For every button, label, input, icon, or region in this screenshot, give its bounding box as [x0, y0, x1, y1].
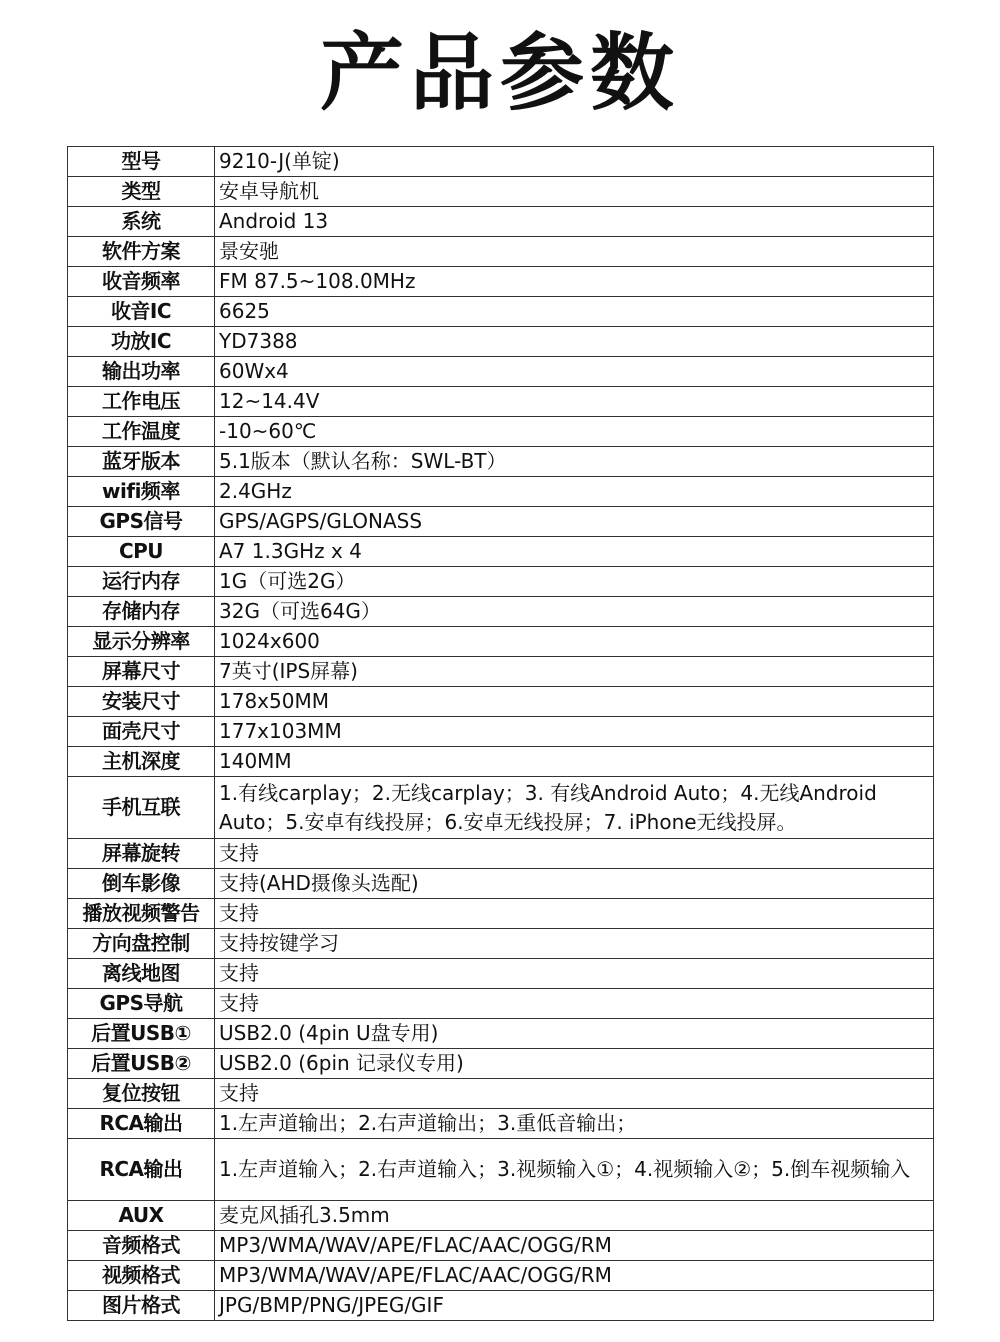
spec-value: 32G（可选64G） [215, 597, 934, 627]
spec-key: AUX [68, 1201, 215, 1231]
spec-key: 软件方案 [68, 237, 215, 267]
spec-key: 音频格式 [68, 1231, 215, 1261]
page-title: 产品参数 [319, 24, 680, 122]
spec-value: 景安驰 [215, 237, 934, 267]
spec-key: 后置USB① [68, 1019, 215, 1049]
spec-value: FM 87.5~108.0MHz [215, 267, 934, 297]
spec-value: 1.左声道输入；2.右声道输入；3.视频输入①；4.视频输入②；5.倒车视频输入 [215, 1139, 934, 1201]
spec-key: 屏幕旋转 [68, 839, 215, 869]
spec-key: 复位按钮 [68, 1079, 215, 1109]
spec-key: 倒车影像 [68, 869, 215, 899]
spec-key: GPS导航 [68, 989, 215, 1019]
spec-key: 工作电压 [68, 387, 215, 417]
table-row [68, 207, 934, 237]
table-row [68, 1019, 934, 1049]
spec-value: 支持 [215, 959, 934, 989]
spec-key: 蓝牙版本 [68, 447, 215, 477]
table-row [68, 177, 934, 207]
spec-key: RCA输出 [68, 1109, 215, 1139]
table-row [68, 717, 934, 747]
table-row [68, 597, 934, 627]
spec-key: 离线地图 [68, 959, 215, 989]
table-row [68, 1139, 934, 1201]
spec-key: 安装尺寸 [68, 687, 215, 717]
spec-key: 屏幕尺寸 [68, 657, 215, 687]
table-row [68, 537, 934, 567]
table-row [68, 1201, 934, 1231]
spec-value: GPS/AGPS/GLONASS [215, 507, 934, 537]
table-row [68, 1109, 934, 1139]
spec-value: 12~14.4V [215, 387, 934, 417]
spec-value: 麦克风插孔3.5mm [215, 1201, 934, 1231]
spec-key: 类型 [68, 177, 215, 207]
spec-key: wifi频率 [68, 477, 215, 507]
spec-value: 1G（可选2G） [215, 567, 934, 597]
spec-value: 6625 [215, 297, 934, 327]
table-row [68, 1049, 934, 1079]
spec-key: 收音IC [68, 297, 215, 327]
table-row [68, 657, 934, 687]
spec-value: 支持 [215, 899, 934, 929]
table-row [68, 1261, 934, 1291]
spec-key: 功放IC [68, 327, 215, 357]
table-row [68, 1079, 934, 1109]
spec-key: RCA输出 [68, 1139, 215, 1201]
spec-key: 播放视频警告 [68, 899, 215, 929]
spec-key: GPS信号 [68, 507, 215, 537]
spec-value: 支持(AHD摄像头选配) [215, 869, 934, 899]
spec-key: 型号 [68, 147, 215, 177]
table-row [68, 1231, 934, 1261]
table-row [68, 477, 934, 507]
table-row [68, 267, 934, 297]
table-row [68, 929, 934, 959]
table-row [68, 327, 934, 357]
spec-key: 收音频率 [68, 267, 215, 297]
table-row [68, 627, 934, 657]
spec-value: 支持 [215, 1079, 934, 1109]
table-row [68, 989, 934, 1019]
spec-key: 主机深度 [68, 747, 215, 777]
spec-value: A7 1.3GHz x 4 [215, 537, 934, 567]
table-row [68, 747, 934, 777]
spec-value: 5.1版本（默认名称：SWL-BT） [215, 447, 934, 477]
table-row [68, 417, 934, 447]
spec-key: 系统 [68, 207, 215, 237]
table-row [68, 687, 934, 717]
table-row [68, 507, 934, 537]
spec-key: 后置USB② [68, 1049, 215, 1079]
table-row [68, 959, 934, 989]
spec-value: 安卓导航机 [215, 177, 934, 207]
table-row [68, 777, 934, 839]
spec-value: 60Wx4 [215, 357, 934, 387]
spec-value: 支持 [215, 839, 934, 869]
spec-key: 运行内存 [68, 567, 215, 597]
spec-value: 1.左声道输出；2.右声道输出；3.重低音输出； [215, 1109, 934, 1139]
spec-key: 视频格式 [68, 1261, 215, 1291]
spec-key: 输出功率 [68, 357, 215, 387]
spec-key: 方向盘控制 [68, 929, 215, 959]
spec-key: 图片格式 [68, 1291, 215, 1321]
table-row [68, 237, 934, 267]
spec-value: 1024x600 [215, 627, 934, 657]
spec-key: 工作温度 [68, 417, 215, 447]
spec-value: USB2.0 (4pin U盘专用) [215, 1019, 934, 1049]
spec-value: MP3/WMA/WAV/APE/FLAC/AAC/OGG/RM [215, 1231, 934, 1261]
spec-value: 178x50MM [215, 687, 934, 717]
table-row [68, 357, 934, 387]
spec-value: -10~60℃ [215, 417, 934, 447]
table-row [68, 567, 934, 597]
spec-value: 支持按键学习 [215, 929, 934, 959]
table-row [68, 839, 934, 869]
spec-key: 存储内存 [68, 597, 215, 627]
spec-table [67, 146, 934, 1321]
table-row [68, 899, 934, 929]
spec-value: USB2.0 (6pin 记录仪专用) [215, 1049, 934, 1079]
spec-key: 显示分辨率 [68, 627, 215, 657]
spec-key: CPU [68, 537, 215, 567]
spec-value: 7英寸(IPS屏幕) [215, 657, 934, 687]
spec-value: Android 13 [215, 207, 934, 237]
spec-value: YD7388 [215, 327, 934, 357]
spec-value: 140MM [215, 747, 934, 777]
table-row [68, 447, 934, 477]
spec-key: 面壳尺寸 [68, 717, 215, 747]
spec-value: MP3/WMA/WAV/APE/FLAC/AAC/OGG/RM [215, 1261, 934, 1291]
table-row [68, 1291, 934, 1321]
spec-key: 手机互联 [68, 777, 215, 839]
table-row [68, 869, 934, 899]
spec-value: 2.4GHz [215, 477, 934, 507]
spec-value: 1.有线carplay；2.无线carplay；3. 有线Android Auto；4.无线Android Auto；5.安卓有线投屏；6.安卓无线投屏；7. iPhone无线投屏。 [215, 777, 934, 839]
spec-value: 9210-J(单锭) [215, 147, 934, 177]
table-row [68, 387, 934, 417]
spec-value: JPG/BMP/PNG/JPEG/GIF [215, 1291, 934, 1321]
spec-value: 177x103MM [215, 717, 934, 747]
table-row [68, 147, 934, 177]
table-row [68, 297, 934, 327]
spec-value: 支持 [215, 989, 934, 1019]
